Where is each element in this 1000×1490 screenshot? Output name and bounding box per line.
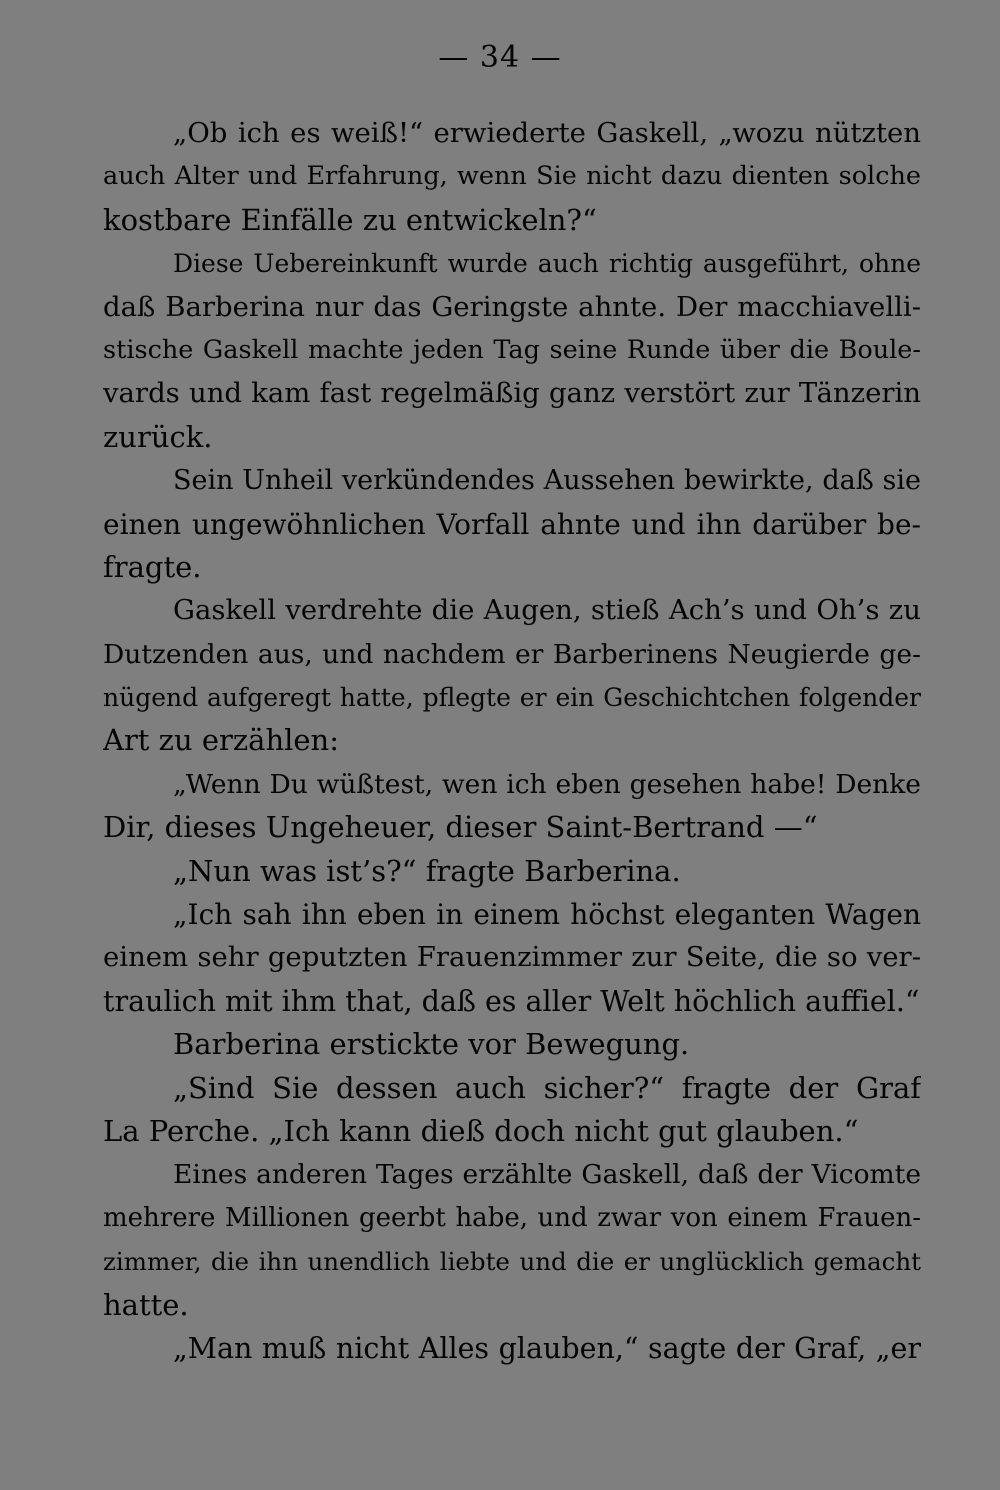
text-line: Sein Unheil verkündendes Aussehen bewirkte, daß sie	[173, 465, 921, 497]
text-line: „Nun was ist’s?“ fragte Barberina.	[173, 853, 681, 888]
text-line: vards und kam fast regelmäßig ganz verstört zur Tänzerin	[103, 377, 921, 410]
text-line: zimmer, die ihn unendlich liebte und die er unglücklich gemacht	[103, 1247, 921, 1277]
text-line: hatte.	[103, 1287, 189, 1322]
text-line: Art zu erzählen:	[103, 723, 340, 758]
text-line: mehrere Millionen geerbt habe, und zwar von einem Frauen-	[103, 1202, 921, 1233]
text-line: Diese Uebereinkunft wurde auch richtig ausgeführt, ohne	[173, 249, 921, 279]
text-line: „Ich sah ihn eben in einem höchst eleganten Wagen	[173, 898, 921, 932]
text-line: „Wenn Du wüßtest, wen ich eben gesehen habe! Denke	[173, 768, 921, 800]
text-line: Dutzenden aus, und nachdem er Barberinens Neugierde ge-	[103, 638, 921, 670]
text-line: fragte.	[103, 549, 202, 584]
text-line: traulich mit ihm that, daß es aller Welt höchlich auffiel.“	[103, 984, 920, 1018]
body-text	[103, 112, 921, 1370]
text-line: auch Alter und Erfahrung, wenn Sie nicht dazu dienten solche	[103, 161, 921, 192]
text-line: „Sind Sie dessen auch sicher?“ fragte der Graf	[173, 1070, 921, 1105]
text-line: einem sehr geputzten Frauenzimmer zur Seite, die so ver-	[103, 941, 921, 974]
text-line: La Perche. „Ich kann dieß doch nicht gut glauben.“	[103, 1113, 859, 1148]
text-line: Dir, dieses Ungeheuer, dieser Saint-Bertrand —“	[103, 810, 818, 845]
text-line: Gaskell verdrehte die Augen, stieß Ach’s und Oh’s zu	[173, 594, 921, 627]
text-line: Eines anderen Tages erzählte Gaskell, daß der Vicomte	[173, 1159, 921, 1191]
text-line: nügend aufgeregt hatte, pflegte er ein Geschichtchen folgender	[103, 683, 921, 713]
text-line: daß Barberina nur das Geringste ahnte. Der macchiavelli-	[103, 290, 921, 323]
text-line: kostbare Einfälle zu entwickeln?“	[103, 202, 597, 237]
text-line: „Ob ich es weiß!“ erwiederte Gaskell, „wozu nützten	[173, 117, 921, 149]
text-line: „Man muß nicht Alles glauben,“ sagte der Graf, „er	[173, 1331, 921, 1365]
text-line: Barberina erstickte vor Bewegung.	[173, 1027, 690, 1062]
page-number: — 34 —	[438, 40, 562, 75]
text-line: stische Gaskell machte jeden Tag seine Runde über die Boule-	[103, 334, 921, 365]
text-line: einen ungewöhnlichen Vorfall ahnte und ihn darüber be-	[103, 507, 921, 541]
text-line: zurück.	[103, 419, 213, 454]
